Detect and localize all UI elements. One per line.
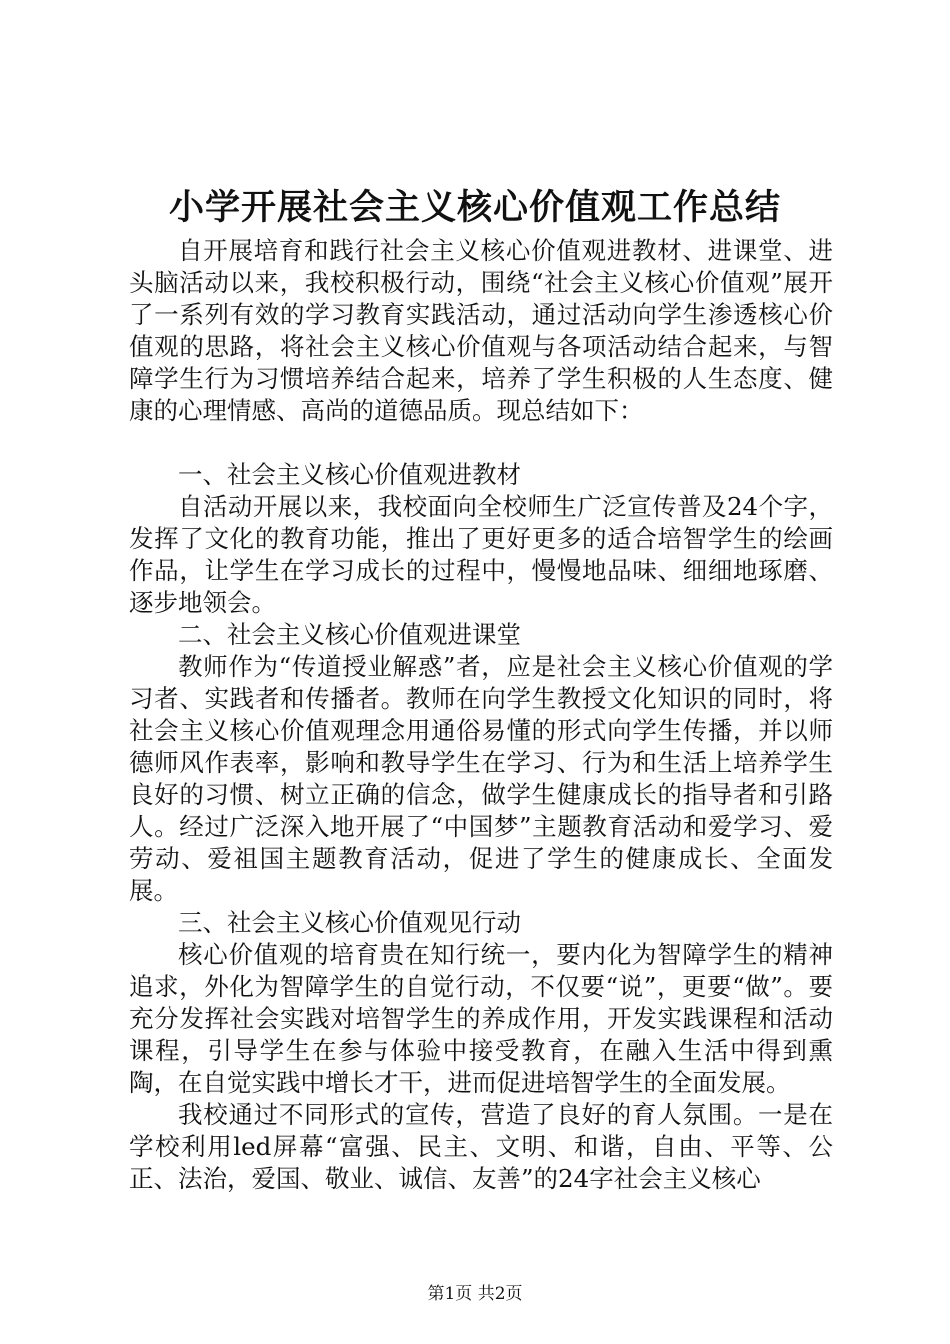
section-heading-1: 一、社会主义核心价值观进教材 <box>178 460 521 489</box>
publicity-paragraph: 我校通过不同形式的宣传，营造了良好的育人氛围。一是在学校利用led屏幕“富强、民主、文明、和谐，自由、平等、公正、法治，爱国、敬业、诚信、友善”的24字社会主义核心 <box>129 1100 833 1193</box>
paragraph-spacer <box>129 427 833 459</box>
document-title: 小学开展社会主义核心价值观工作总结 <box>168 188 781 228</box>
section-3-paragraph: 核心价值观的培育贵在知行统一，要内化为智障学生的精神追求，外化为智障学生的自觉行动，不仅要“说”，更要“做”。要充分发挥社会实践对培智学生的养成作用，开发实践课程和活动课程，引导学生在参与体验中接受教育，在融入生活中得到熏陶，在自觉实践中增长才干，进而促进培智学生的全面发展。 <box>129 940 833 1097</box>
section-heading-3: 三、社会主义核心价值观见行动 <box>178 908 521 937</box>
section-heading-2: 二、社会主义核心价值观进课堂 <box>178 620 521 649</box>
document-body <box>129 235 833 1195</box>
section-2-paragraph: 教师作为“传道授业解惑”者，应是社会主义核心价值观的学习者、实践者和传播者。教师在向学生教授文化知识的同时，将社会主义核心价值观理念用通俗易懂的形式向学生传播，并以师德师风作表率，影响和教导学生在学习、行为和生活上培养学生良好的习惯、树立正确的信念，做学生健康成长的指导者和引路人。经过广泛深入地开展了“中国梦”主题教育活动和爱学习、爱劳动、爱祖国主题教育活动，促进了学生的健康成长、全面发展。 <box>129 652 833 905</box>
intro-paragraph: 自开展培育和践行社会主义核心价值观进教材、进课堂、进头脑活动以来，我校积极行动，围绕“社会主义核心价值观”展开了一系列有效的学习教育实践活动，通过活动向学生渗透核心价值观的思路，将社会主义核心价值观与各项活动结合起来，与智障学生行为习惯培养结合起来，培养了学生积极的人生态度、健康的心理情感、高尚的道德品质。现总结如下： <box>129 236 833 425</box>
page-number-footer: 第1页 共2页 <box>427 1284 523 1304</box>
section-1-paragraph: 自活动开展以来，我校面向全校师生广泛宣传普及24个字，发挥了文化的教育功能，推出了更好更多的适合培智学生的绘画作品，让学生在学习成长的过程中，慢慢地品味、细细地琢磨、逐步地领会。 <box>129 492 833 617</box>
